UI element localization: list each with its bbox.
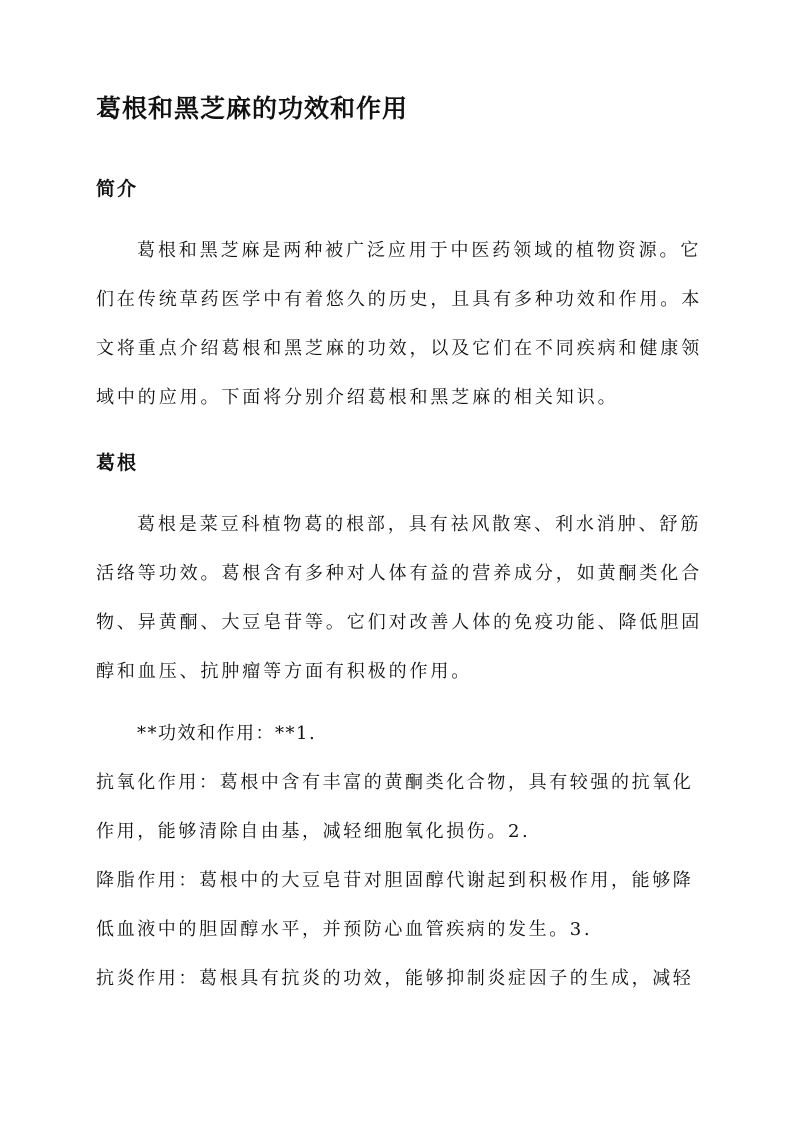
gegen-list-line: 低血液中的胆固醇水平，并预防心血管疾病的发生。3. — [96, 919, 593, 940]
intro-paragraph-line: 域中的应用。下面将分别介绍葛根和黑芝麻的相关知识。 — [96, 387, 619, 408]
gegen-paragraph-line: 醇和血压、抗肿瘤等方面有积极的作用。 — [96, 661, 473, 682]
intro-paragraph-line: 葛根和黑芝麻是两种被广泛应用于中医药领域的植物资源。它 — [137, 240, 702, 261]
gegen-list-line: 降脂作用：葛根中的大豆皂苷对胆固醇代谢起到积极作用，能够降 — [96, 870, 694, 891]
intro-paragraph-line: 们在传统草药医学中有着悠久的历史，且具有多种功效和作用。本 — [96, 289, 703, 310]
section-heading-gegen: 葛根 — [96, 452, 139, 474]
section-heading-intro: 简介 — [96, 178, 139, 200]
gegen-paragraph-line: 活络等功效。葛根含有多种对人体有益的营养成分，如黄酮类化合 — [96, 563, 703, 584]
gegen-list-line: 抗炎作用：葛根具有抗炎的功效，能够抑制炎症因子的生成，减轻 — [96, 968, 694, 989]
gegen-list-line: 作用，能够清除自由基，减轻细胞氧化损伤。2. — [96, 821, 531, 842]
gegen-subheading: **功效和作用：**1. — [137, 723, 317, 744]
gegen-paragraph-line: 葛根是菜豆科植物葛的根部，具有祛风散寒、利水消肿、舒筋 — [137, 514, 702, 535]
intro-paragraph-line: 文将重点介绍葛根和黑芝麻的功效，以及它们在不同疾病和健康领 — [96, 338, 703, 359]
gegen-list-line: 抗氧化作用：葛根中含有丰富的黄酮类化合物，具有较强的抗氧化 — [96, 772, 694, 793]
gegen-paragraph-line: 物、异黄酮、大豆皂苷等。它们对改善人体的免疫功能、降低胆固 — [96, 612, 703, 633]
page-title: 葛根和黑芝麻的功效和作用 — [96, 94, 409, 123]
